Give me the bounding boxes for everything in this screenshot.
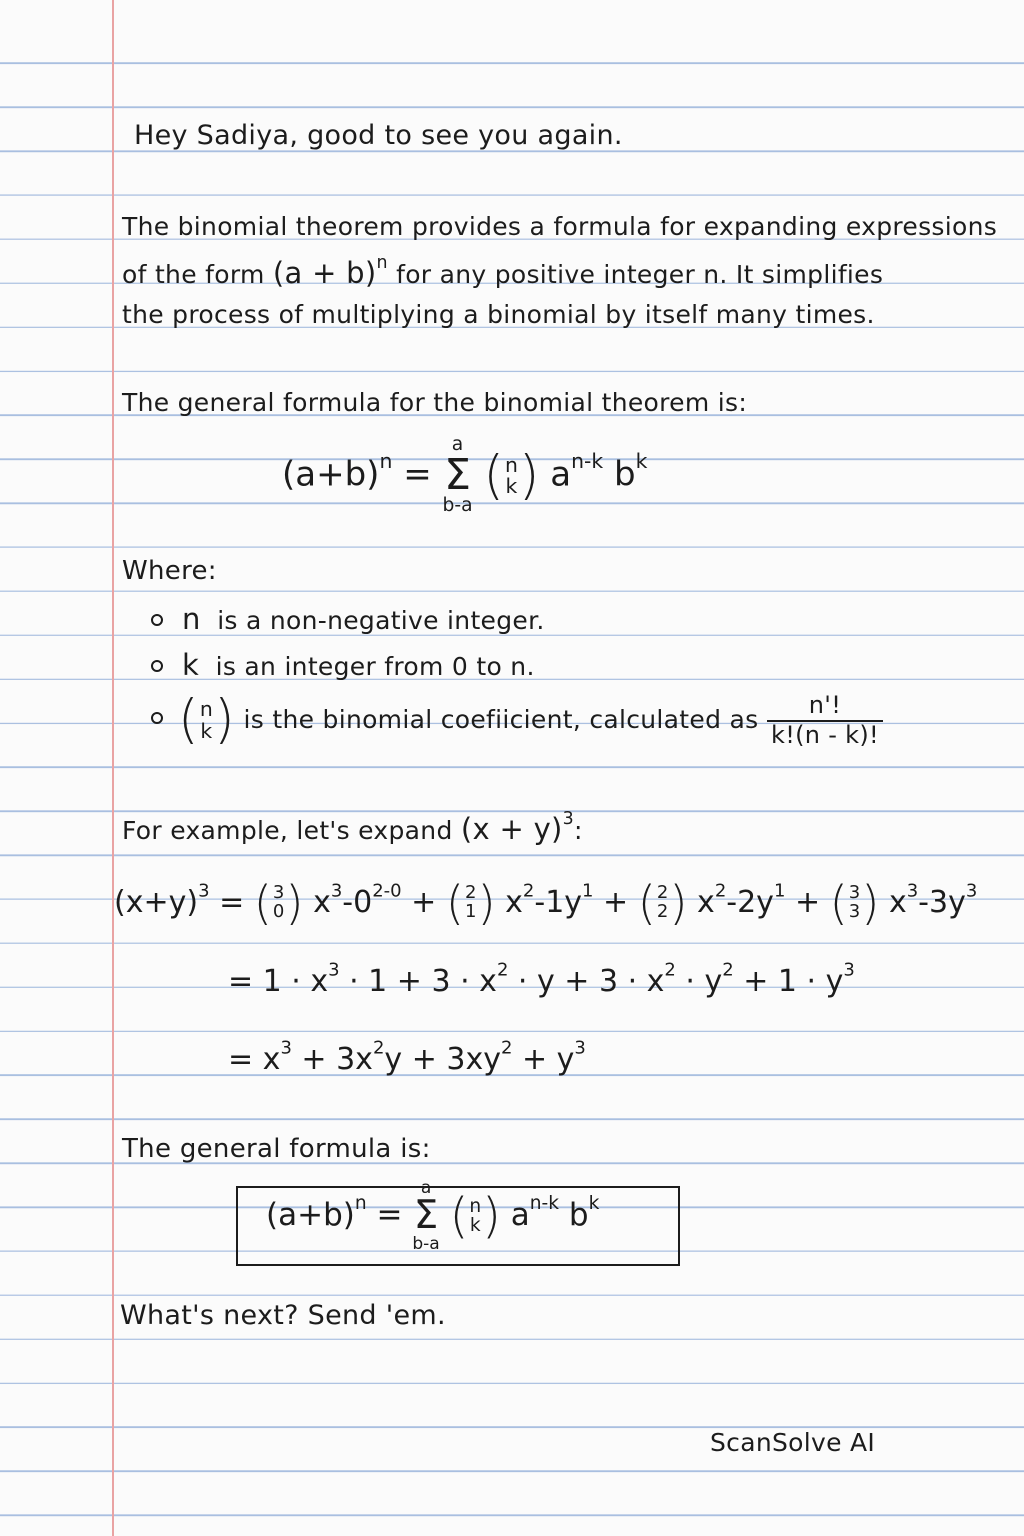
intro-line-1: The binomial theorem provides a formula for expanding expressions xyxy=(122,212,998,241)
bullet-1-icon xyxy=(151,614,163,626)
expansion-line-1: $(x+y)^3$ = ( 3 0 ) $x^3-0^{2-0}$ + ( 2 1 ) $x^2-1y^1$ + ( 2 2 ) $x^2-2y^1$ + ( 3 3 ) $x^3-3y^3$ xyxy=(114,876,978,930)
bullet-3: ( n k ) is the binomial coefiicient, calculated as $\frac{n'!}{k!(n - k)!}$ xyxy=(178,692,883,749)
intro-line-2-end: for any positive integer n. It simplifies xyxy=(396,260,884,289)
intro-expression: $(a + b)^n$ xyxy=(272,253,388,290)
example-heading: For example, let's expand $(x + y)^3$: xyxy=(122,809,583,846)
bullet-2-icon xyxy=(151,660,163,672)
expansion-line-2: = $1 \cdot x^3 \cdot 1 + 3 \cdot x^2 \cdot y + 3 \cdot x^2 \cdot y^2 + 1 \cdot y^3$ xyxy=(228,959,855,999)
expansion-line-3: = $x^3 + 3x^2y + 3xy^2 + y^3$ xyxy=(228,1037,586,1077)
closing: What's next? Send 'em. xyxy=(120,1300,446,1331)
boxed-formula: $(a+b)^n$ = a Σ b-a ( n k ) $a^{n-k}$ $b^k$ xyxy=(266,1178,600,1254)
bullet-1: n is a non-negative integer. xyxy=(182,602,545,636)
bullet-3-icon xyxy=(151,712,163,724)
intro-line-2-start: of the form xyxy=(122,260,265,289)
binomial-formula: $(a+b)^n$ = a Σ b-a ( n k ) $a^{n-k}$ $b^k$ xyxy=(282,434,648,517)
intro-line-2 xyxy=(122,253,884,290)
final-heading: The general formula is: xyxy=(122,1134,431,1164)
bullet-2: k is an integer from 0 to n. xyxy=(182,648,535,682)
intro-line-3: the process of multiplying a binomial by itself many times. xyxy=(122,300,875,329)
factorial-fraction: $\frac{n'!}{k!(n - k)!}$ xyxy=(767,692,883,749)
binomial-coefficient: ( n k ) xyxy=(483,444,540,506)
boxed-sigma-symbol: a Σ b-a xyxy=(412,1178,440,1254)
where-label: Where: xyxy=(122,556,217,586)
general-heading: The general formula for the binomial theorem is: xyxy=(122,388,748,417)
sigma-symbol: a Σ b-a xyxy=(442,434,473,517)
greeting: Hey Sadiya, good to see you again. xyxy=(134,120,623,151)
signature: ScanSolve AI xyxy=(710,1428,876,1457)
margin-line xyxy=(112,0,114,1536)
bullet-3-binom: ( n k ) xyxy=(178,689,235,751)
